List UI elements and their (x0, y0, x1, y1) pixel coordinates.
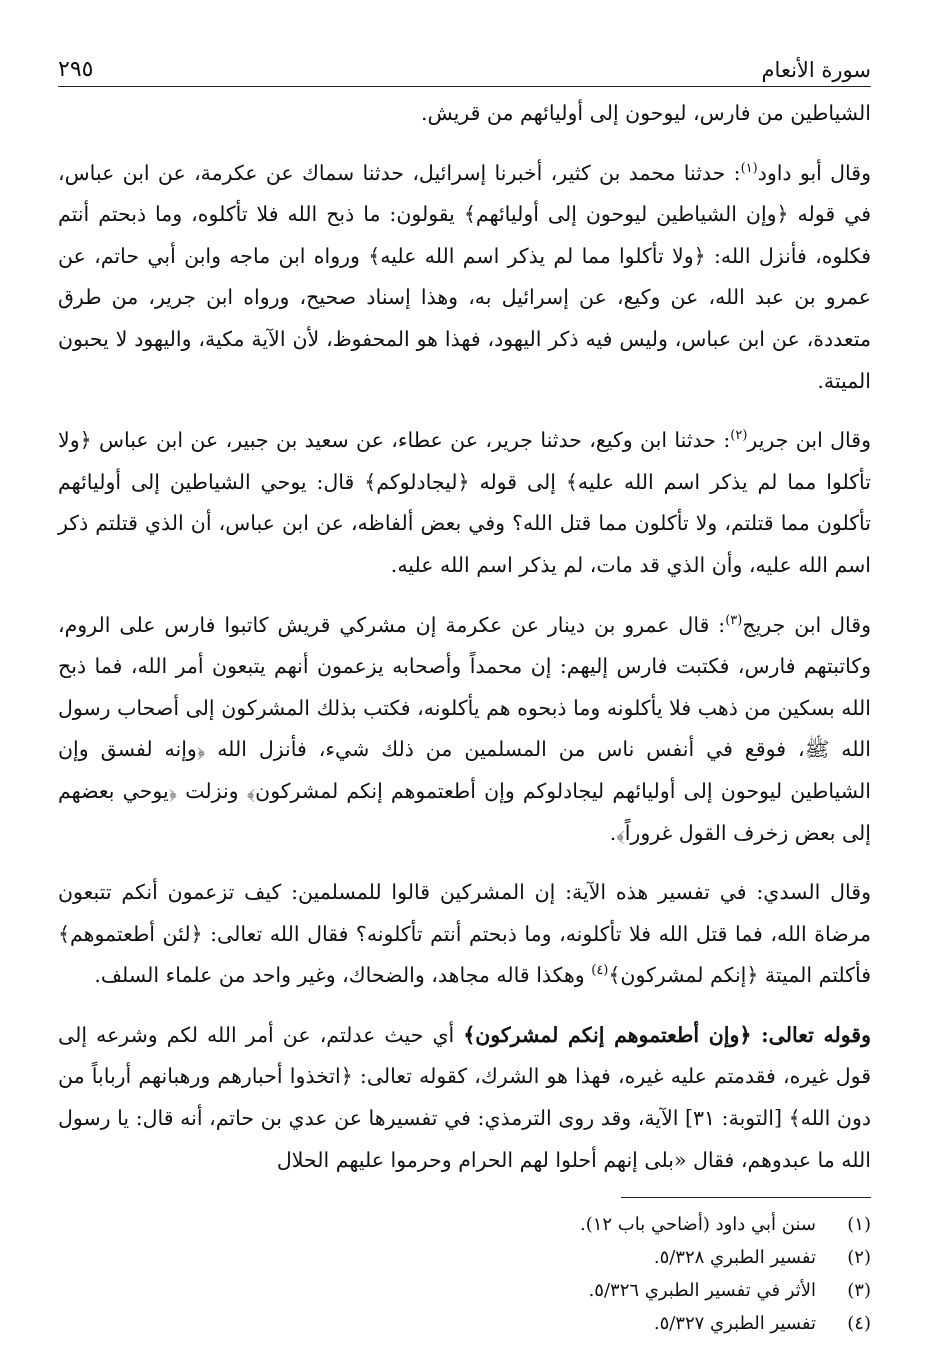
paragraph (58, 93, 871, 135)
footnote-number: (٣) (847, 1280, 871, 1302)
paragraph-text: وقال ابن جرير (747, 428, 871, 453)
paragraph-text: وقال ابن جريج (742, 612, 871, 637)
verse-heading: وقوله تعالى: ﴿وإن أطعتموهم إنكم لمشركون﴾ (463, 1022, 872, 1047)
footnote-text: تفسير الطبري ٥/٣٢٧. (653, 1313, 816, 1335)
paragraph (58, 872, 871, 997)
footnote-text: تفسير الطبري ٥/٣٢٨. (653, 1247, 816, 1269)
paragraph-text: : قال عمرو بن دينار عن عكرمة إن مشركي قريش كاتبوا فارس على الروم، وكاتبتهم فارس، فكتبت فارس إليهم: إن محمداً وأصحابه يزعمون أنهم يتبعون أمر الله، فما ذبح الله بسكين من ذهب فلا يأكلونه وما ذبحوه هم يأكلونه، فكتب بذلك المشركون إلى أصحاب رسول الله ﷺ، فوقع في أنفس ناس من المسلمين من ذلك شيء، فأنزل الله ﴿وإنه لفسق وإن الشياطين ليوحون إلى أوليائهم ليجادلوكم وإن أطعتموهم إنكم لمشركون﴾ ونزلت ﴿يوحي بعضهم إلى بعض زخرف القول غروراً﴾. (58, 612, 871, 845)
book-page (58, 40, 871, 1340)
paragraph-text: : حدثنا ابن وكيع، حدثنا جرير، عن عطاء، عن سعيد بن جبير، عن ابن عباس ﴿ولا تأكلوا مما لم يذكر اسم الله عليه﴾ إلى قوله ﴿ليجادلوكم﴾ قال: يوحي الشياطين إلى أوليائهم تأكلون مما قتلتم، ولا تأكلون مما قتل الله؟ وفي بعض ألفاظه، عن ابن عباس، أن الذي قتلتم ذكر اسم الله عليه، وأن الذي قد مات، لم يذكر اسم الله عليه. (58, 428, 871, 577)
page-header (58, 40, 871, 87)
paragraph-text: وقال السدي: في تفسير هذه الآية: إن المشركين قالوا للمسلمين: كيف تزعمون أنكم تتبعون مرضاة الله، فما قتل الله فلا تأكلونه، وما ذبحتم أنتم تأكلونه؟ فقال الله تعالى: ﴿لئن أطعتموهم﴾ فأكلتم الميتة ﴿إنكم لمشركون﴾ (58, 880, 871, 988)
paragraph-text: أي حيث عدلتم، عن أمر الله لكم وشرعه إلى قول غيره، فقدمتم عليه غيره، فهذا هو الشرك، كقوله تعالى: ﴿اتخذوا أحبارهم ورهبانهم أرباباً من دون الله﴾ [التوبة: ٣١] الآية، وقد روى الترمذي: في تفسيرها عن عدي بن حاتم، أنه قال: يا رسول الله ما عبدوهم، فقال «بلى إنهم أحلوا لهم الحرام وحرموا عليهم الحلال (58, 1022, 871, 1172)
paragraph (58, 605, 871, 855)
footnote-ref: (٣) (725, 612, 743, 628)
paragraph-text: الشياطين من فارس، ليوحون إلى أوليائهم من قريش. (420, 101, 871, 125)
footnote-number: (٢) (847, 1247, 871, 1269)
surah-title: سورة الأنعام (761, 58, 871, 82)
paragraph (58, 153, 871, 403)
footnote (58, 1241, 871, 1274)
paragraph-text: : حدثنا محمد بن كثير، أخبرنا إسرائيل، حدثنا سماك عن عكرمة، عن ابن عباس، في قوله ﴿وإن الشياطين ليوحون إلى أوليائهم﴾ يقولون: ما ذبح الله فلا تأكلوه، وما ذبحتم أنتم فكلوه، فأنزل الله: ﴿ولا تأكلوا مما لم يذكر اسم الله عليه﴾ ورواه ابن ماجه وابن أبي حاتم، عن عمرو بن عبد الله، عن وكيع، عن إسرائيل به، وهذا إسناد صحيح، ورواه ابن جرير، من طرق متعددة، عن ابن عباس، وليس فيه ذكر اليهود، فهذا هو المحفوظ، لأن الآية مكية، واليهود لا يحبون الميتة. (58, 160, 871, 393)
footnote (58, 1208, 871, 1241)
footnote-ref: (٤) (591, 963, 609, 979)
footnotes (58, 1208, 871, 1340)
footnote-ref: (٢) (730, 428, 748, 444)
paragraph-text: وهكذا قاله مجاهد، والضحاك، وغير واحد من علماء السلف. (94, 963, 592, 988)
footnote (58, 1274, 871, 1307)
footnote-ref: (١) (740, 160, 758, 176)
footnote-number: (٤) (847, 1313, 871, 1335)
paragraph (58, 1015, 871, 1181)
paragraph-text: وقال أبو داود (757, 160, 871, 185)
paragraph (58, 420, 871, 586)
footnote-text: سنن أبي داود (أضاحي باب ١٢). (579, 1214, 816, 1236)
footnote-number: (١) (847, 1214, 871, 1236)
footnote (58, 1307, 871, 1340)
footnote-separator (621, 1197, 871, 1198)
footnote-text: الأثر في تفسير الطبري ٥/٣٢٦. (588, 1280, 816, 1302)
page-number: ٢٩٥ (58, 57, 94, 82)
main-text (58, 93, 871, 1181)
